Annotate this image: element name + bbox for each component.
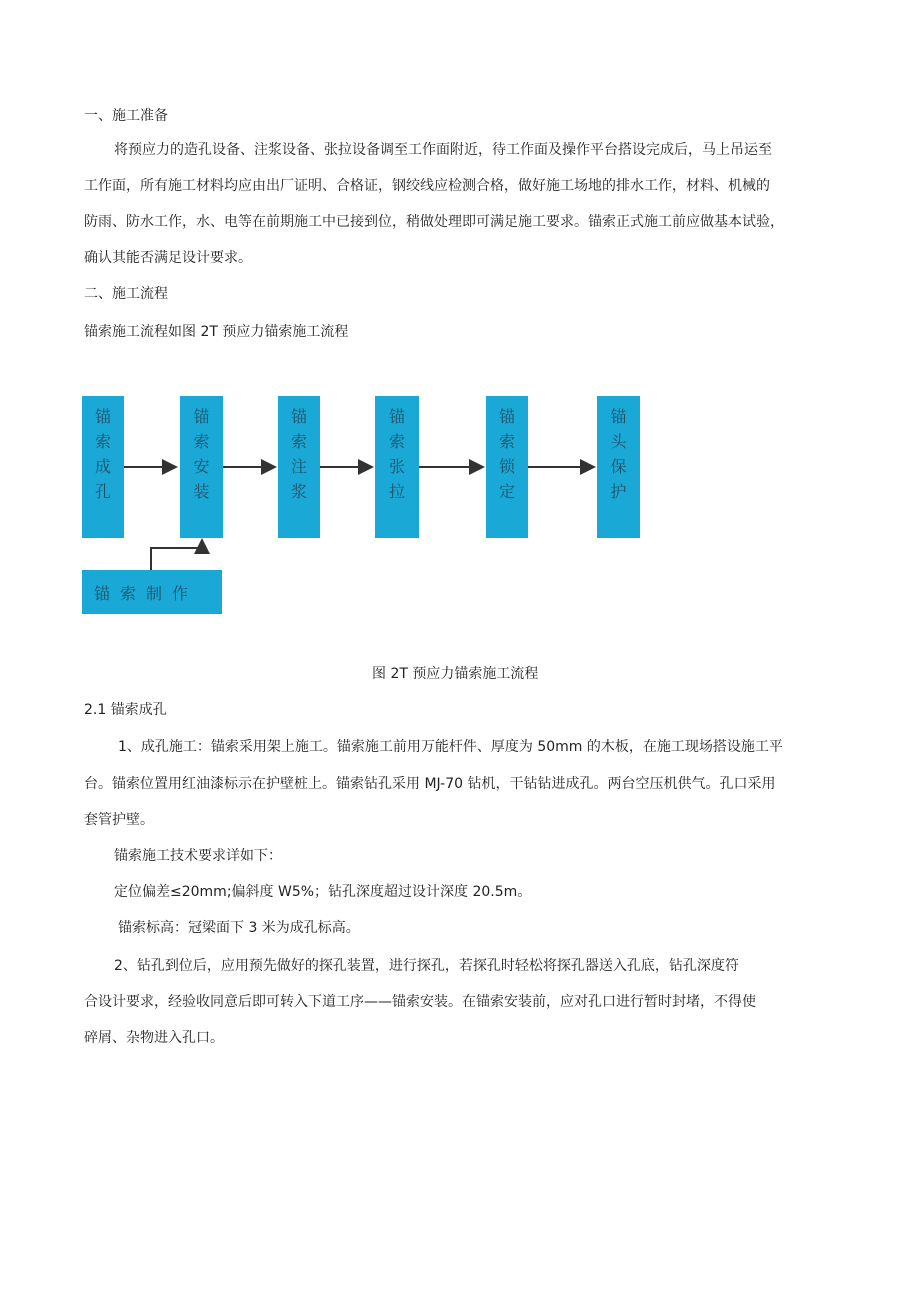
requirements-title: 锚索施工技术要求详如下： [114,848,282,864]
section-1-line-4: 确认其能否满足设计要求。 [84,250,252,266]
section-2-1-p2-line-3: 碎屑、杂物进入孔口。 [84,1030,224,1046]
figure-caption: 图 2T 预应力锚索施工流程 [372,666,539,682]
section-1-line-1: 将预应力的造孔设备、注浆设备、张拉设备调至工作面附近，待工作面及操作平台搭设完成后，马上吊运至 [114,142,772,158]
flow-box-fabrication: 锚索制作 [82,570,222,614]
section-2-1-p2-line-2: 合设计要求，经验收同意后即可转入下道工序——锚索安装。在锚索安装前，应对孔口进行暂时封堵，不得使 [84,994,756,1010]
section-1-line-2: 工作面，所有施工材料均应由出厂证明、合格证，钢绞线应检测合格，做好施工场地的排水工作，材料、机械的 [84,178,770,194]
flow-box-drilling: 锚 索 成 孔 [82,396,124,538]
section-2-1-p2-line-1: 2、钻孔到位后，应用预先做好的探孔装置，进行探孔，若探孔时轻松将探孔器送入孔底，钻孔深度符 [114,958,739,974]
section-2-intro: 锚索施工流程如图 2T 预应力锚索施工流程 [84,324,349,340]
flow-box-installation: 锚 索 安 装 [180,396,223,538]
section-2-1-p1-line-1: 1、成孔施工：锚索采用架上施工。锚索施工前用万能杆件、厚度为 50mm 的木板，在施工现场搭设施工平 [118,739,783,755]
requirements-line: 定位偏差≤20mm;偏斜度 W5%；钻孔深度超过设计深度 20.5m。 [114,884,532,900]
section-2-1-p1-line-3: 套管护壁。 [84,812,154,828]
flow-arrow-make-to-install [151,540,202,570]
section-2-1-p1-line-2: 台。锚索位置用红油漆标示在护壁桩上。锚索钻孔采用 MJ-70 钻机，干钻钻进成孔。两台空压机供气。孔口采用 [84,776,776,792]
flow-box-locking: 锚 索 锁 定 [486,396,528,538]
section-2-1-heading: 2.1 锚索成孔 [84,702,167,718]
flow-box-head-protection: 锚 头 保 护 [597,396,640,538]
flow-box-tensioning: 锚 索 张 拉 [375,396,419,538]
elevation-line: 锚索标高：冠梁面下 3 米为成孔标高。 [118,920,360,936]
flow-box-grouting: 锚 索 注 浆 [278,396,320,538]
section-1-heading: 一、施工准备 [84,108,168,124]
section-1-line-3: 防雨、防水工作，水、电等在前期施工中已接到位，稍做处理即可满足施工要求。锚索正式施工前应做基本试验， [84,214,784,230]
section-2-heading: 二、施工流程 [84,286,168,302]
